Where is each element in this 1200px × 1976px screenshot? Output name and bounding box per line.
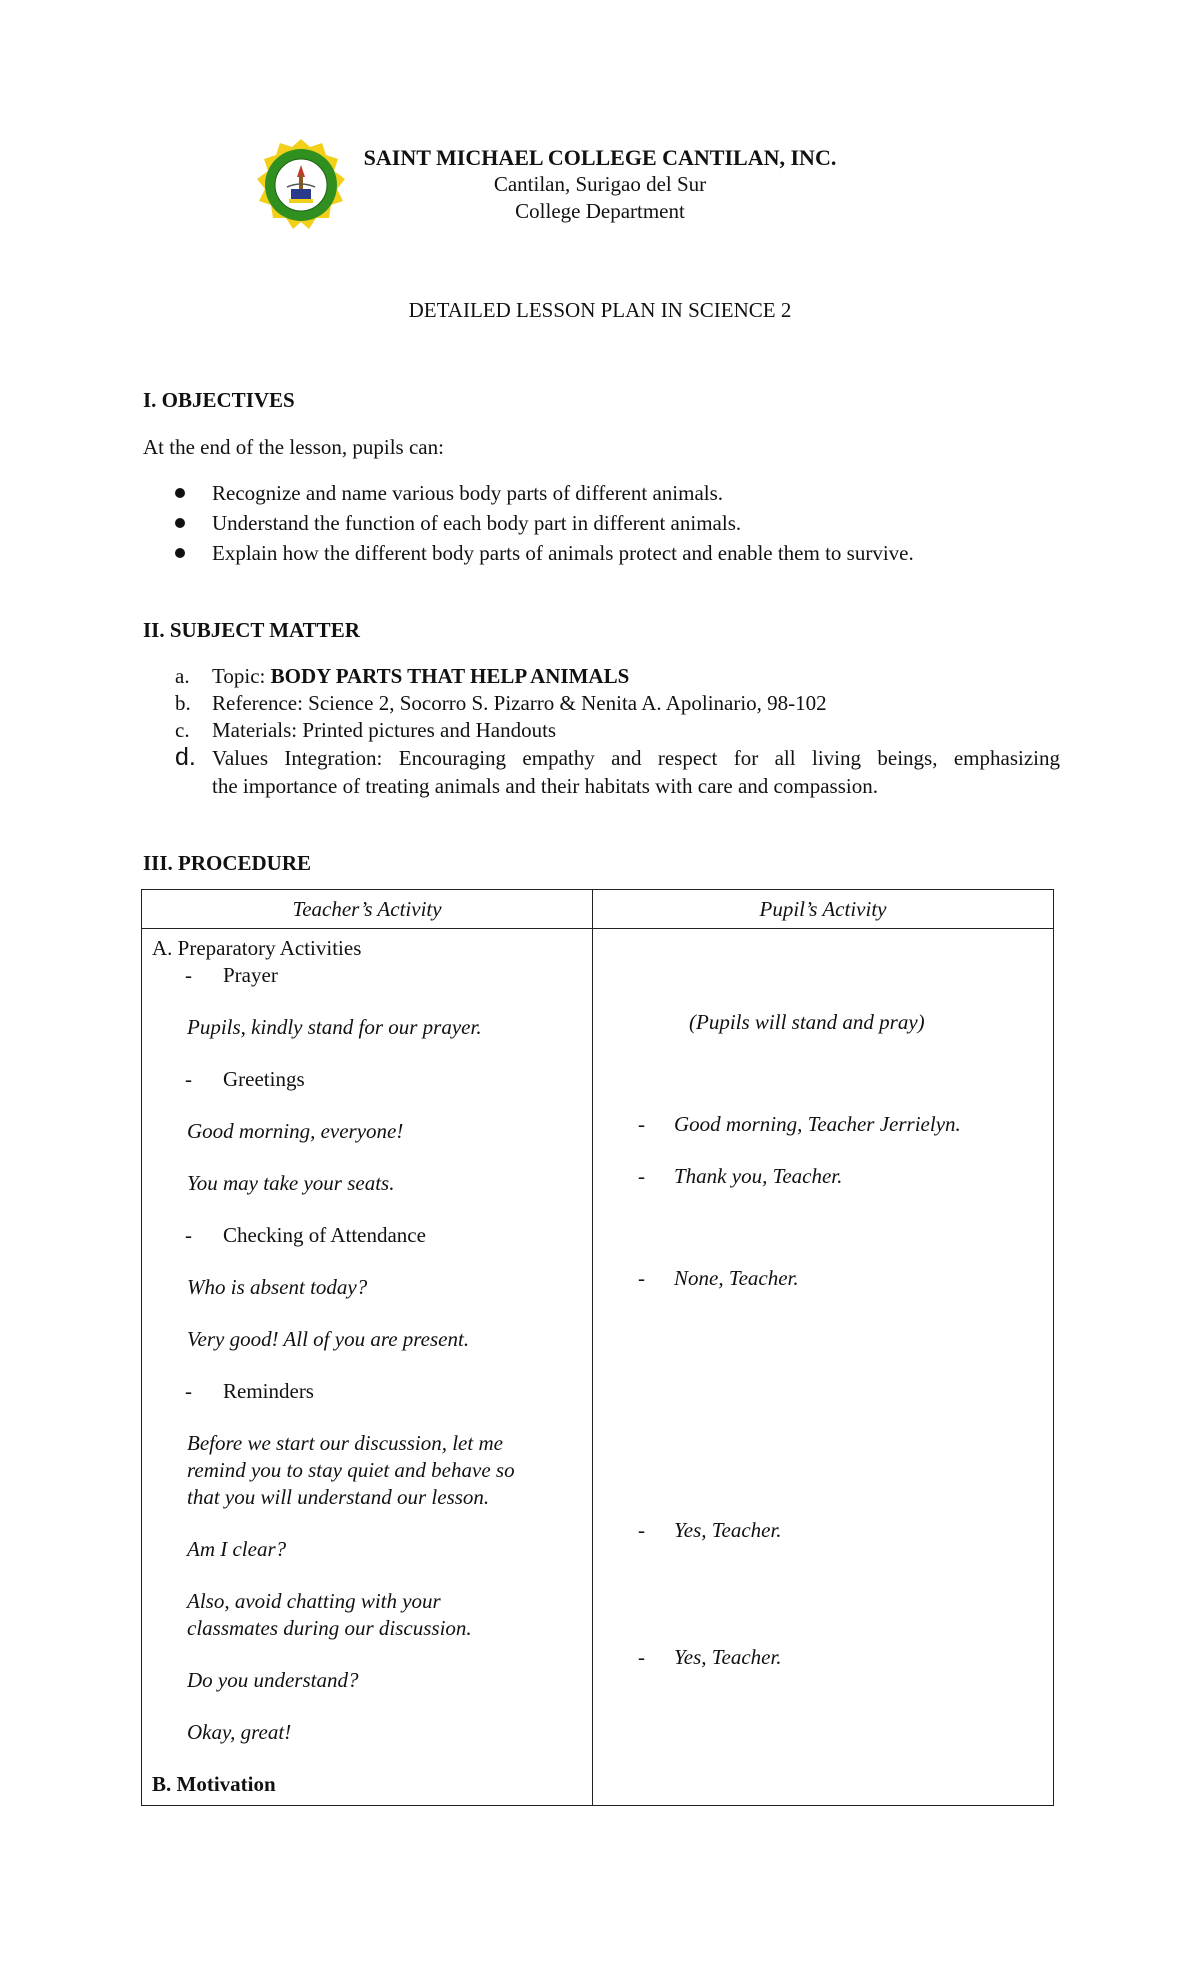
procedure-heading: III. PROCEDURE (143, 851, 312, 875)
institution-name: SAINT MICHAEL COLLEGE CANTILAN, INC. (363, 145, 837, 170)
teacher-line: Am I clear? (187, 1537, 287, 1561)
teacher-line: Good morning, everyone! (187, 1119, 404, 1143)
objectives-intro: At the end of the lesson, pupils can: (143, 435, 444, 459)
teacher-line: You may take your seats. (187, 1171, 395, 1195)
bullet-icon (175, 548, 185, 558)
section-motivation: B. Motivation (152, 1772, 276, 1796)
teacher-line: Before we start our discussion, let me (187, 1431, 503, 1455)
teacher-line: Very good! All of you are present. (187, 1327, 470, 1351)
procedure-table (141, 889, 1054, 1806)
teacher-line: remind you to stay quiet and behave so (187, 1458, 515, 1482)
document-title: DETAILED LESSON PLAN IN SCIENCE 2 (408, 298, 792, 322)
pupil-response: None, Teacher. (674, 1266, 799, 1290)
pupil-response: (Pupils will stand and pray) (689, 1010, 925, 1034)
institution-location: Cantilan, Surigao del Sur (493, 172, 707, 196)
bullet-icon (175, 488, 185, 498)
step-reminders: Reminders (223, 1379, 314, 1403)
pupil-response: Thank you, Teacher. (674, 1164, 843, 1188)
subject-matter-heading: II. SUBJECT MATTER (143, 618, 360, 642)
step-prayer: Prayer (223, 963, 278, 987)
teacher-line: Also, avoid chatting with your (187, 1589, 441, 1613)
column-header-teacher: Teacher’s Activity (142, 890, 593, 929)
teacher-line: Do you understand? (187, 1668, 359, 1692)
teacher-line: that you will understand our lesson. (187, 1485, 490, 1509)
topic-value: BODY PARTS THAT HELP ANIMALS (270, 664, 630, 688)
teacher-activity-cell: A. Preparatory Activities - Prayer Pupils, kindly stand for our prayer. - Greetings Good morning, everyone! You may take your seats. - Checking of Attendance Who is absent today? Very good! All of you are present. - Reminders Before we start our discussion, let me remind you to stay quiet and behave so that you will understand our lesson. Am I clear? Also, avoid chatting with your classmates during our discussion. Do you understand? Okay, great! B. Motivation (142, 929, 593, 1806)
step-attendance: Checking of Attendance (223, 1223, 426, 1247)
objectives-heading: I. OBJECTIVES (143, 388, 295, 412)
bullet-icon (175, 518, 185, 528)
teacher-line: Who is absent today? (187, 1275, 368, 1299)
institution-department: College Department (515, 199, 685, 223)
pupil-response: Yes, Teacher. (674, 1518, 782, 1542)
column-header-pupil: Pupil’s Activity (593, 890, 1054, 929)
step-greetings: Greetings (223, 1067, 305, 1091)
section-preparatory: A. Preparatory Activities (152, 936, 362, 960)
teacher-line: classmates during our discussion. (187, 1616, 472, 1640)
pupil-response: Yes, Teacher. (674, 1645, 782, 1669)
pupil-activity-cell: (Pupils will stand and pray) - Good morning, Teacher Jerrielyn. - Thank you, Teacher. - None, Teacher. - Yes, Teacher. - Yes, Teacher. (593, 929, 1054, 1806)
pupil-response: Good morning, Teacher Jerrielyn. (674, 1112, 961, 1136)
teacher-line: Okay, great! (187, 1720, 292, 1744)
teacher-line: Pupils, kindly stand for our prayer. (187, 1015, 482, 1039)
